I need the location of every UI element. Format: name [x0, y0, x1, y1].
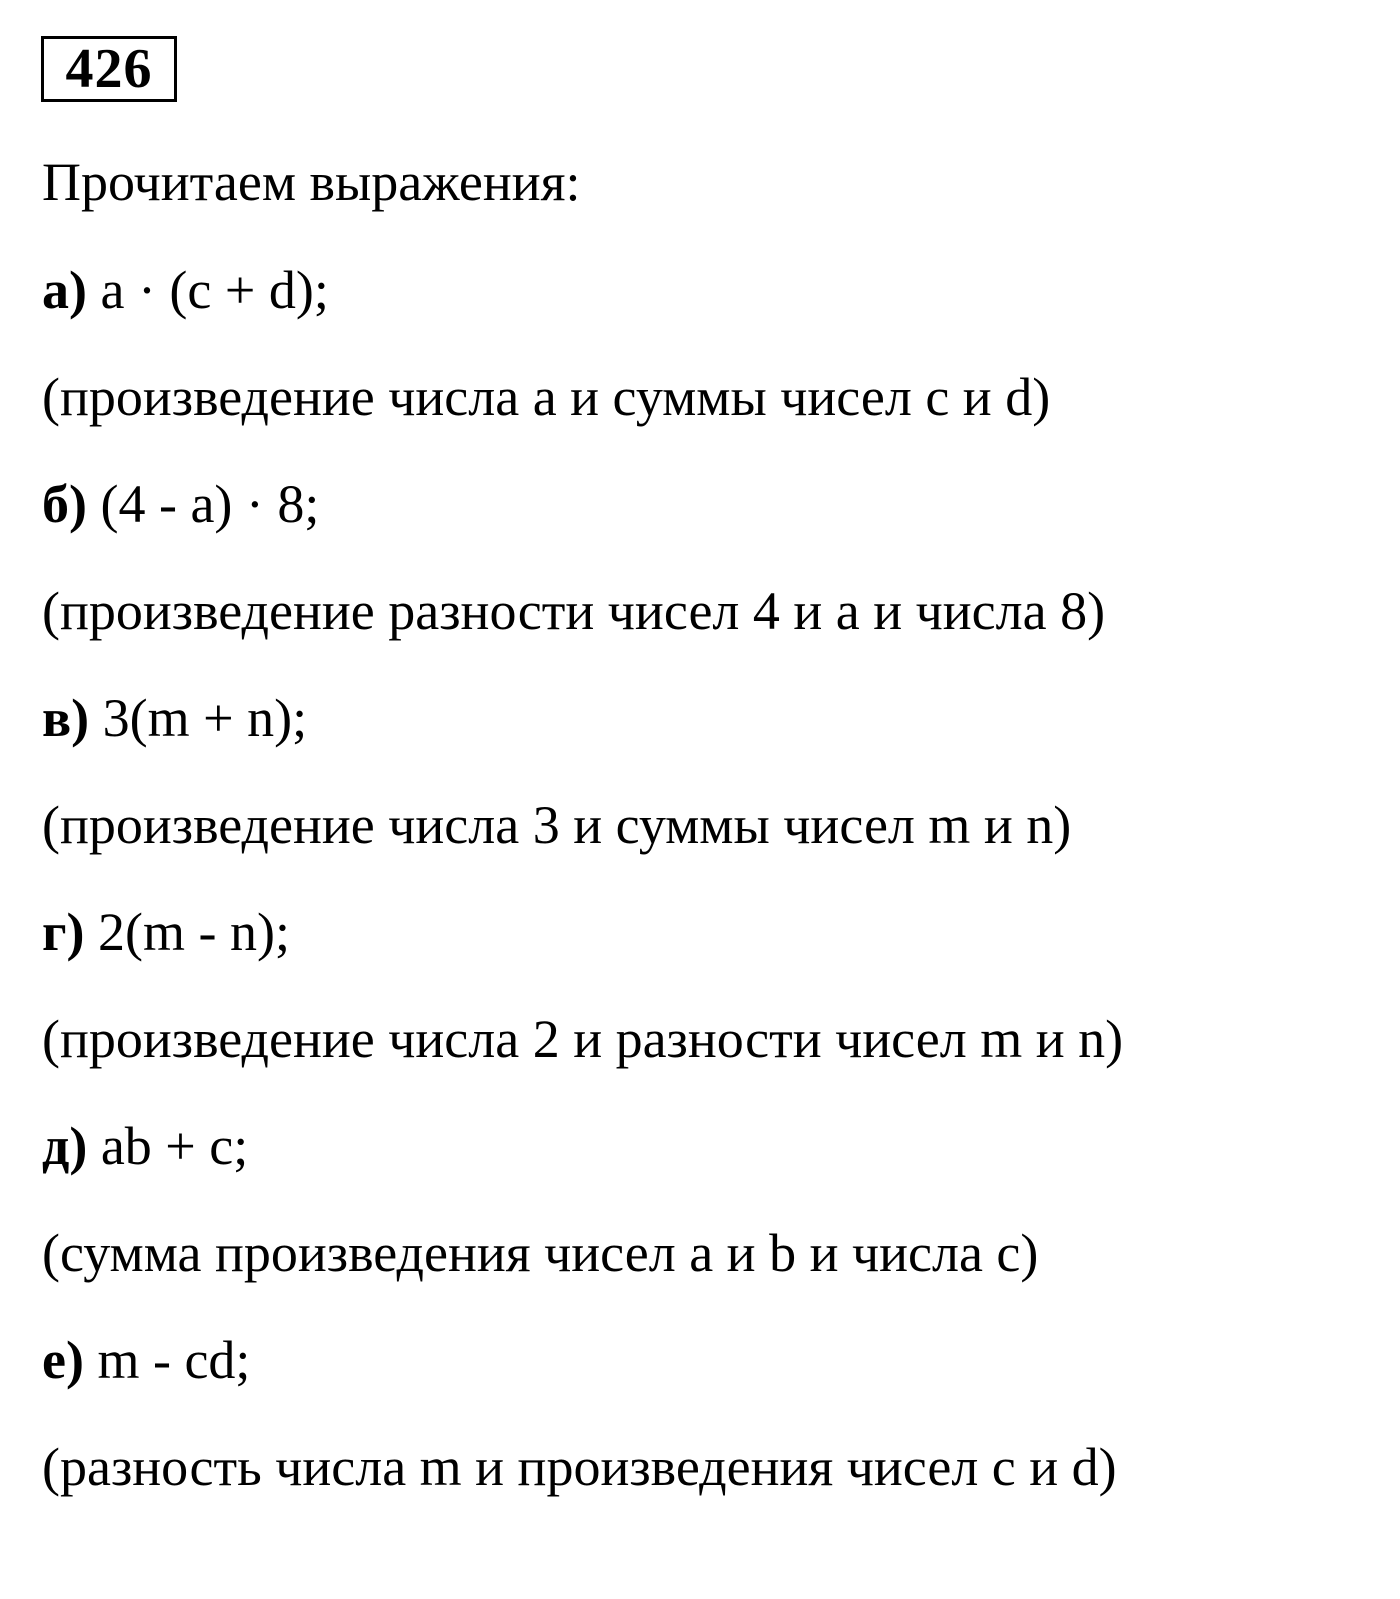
item-d-reading: (сумма произведения чисел a и b и числа c) [42, 1223, 1039, 1283]
item-g-expression: 2(m - n); [98, 902, 290, 962]
item-b-reading: (произведение разности чисел 4 и a и числа 8) [42, 581, 1106, 641]
item-v-line [42, 686, 307, 750]
item-e-line [42, 1328, 250, 1392]
item-e-label: е) [42, 1330, 84, 1390]
item-d-label: д) [42, 1116, 88, 1176]
item-b-expression: (4 - a) · 8; [100, 474, 320, 534]
item-e-expression: m - cd; [97, 1330, 251, 1390]
task-number-box: 426 [41, 36, 177, 102]
intro-text: Прочитаем выражения: [42, 152, 581, 212]
item-b-label: б) [42, 474, 87, 534]
item-a-reading: (произведение числа a и суммы чисел c и d) [42, 367, 1051, 427]
item-v-label: в) [42, 688, 90, 748]
item-d-expression: ab + c; [100, 1116, 249, 1176]
item-a-label: а) [42, 260, 87, 320]
item-a-line [42, 258, 329, 322]
item-v-expression: 3(m + n); [102, 688, 308, 748]
item-e-reading: (разность числа m и произведения чисел c и d) [42, 1437, 1117, 1497]
item-b-line [42, 472, 319, 536]
item-g-label: г) [42, 902, 85, 962]
item-g-line [42, 900, 290, 964]
item-a-expression: a · (c + d); [100, 260, 329, 320]
item-d-line [42, 1114, 248, 1178]
item-g-reading: (произведение числа 2 и разности чисел m и n) [42, 1009, 1124, 1069]
item-v-reading: (произведение числа 3 и суммы чисел m и n) [42, 795, 1072, 855]
